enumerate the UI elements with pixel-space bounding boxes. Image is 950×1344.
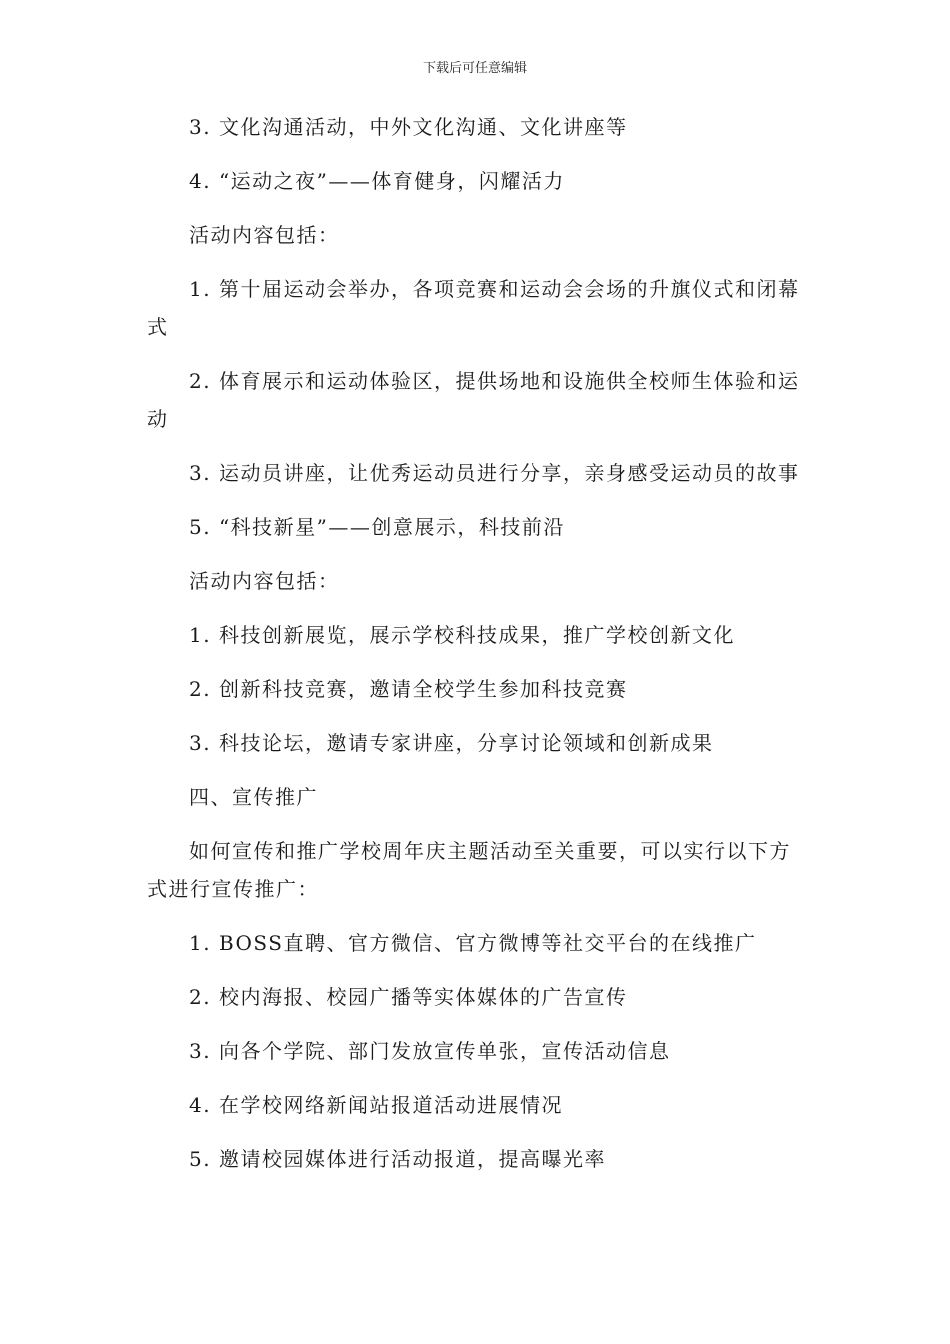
paragraph: 2. 创新科技竞赛，邀请全校学生参加科技竞赛 xyxy=(189,677,628,701)
paragraph: 3. 文化沟通活动，中外文化沟通、文化讲座等 xyxy=(189,115,628,139)
paragraph: 1. 第十届运动会举办，各项竞赛和运动会会场的升旗仪式和闭幕式 xyxy=(147,277,800,339)
paragraph: 4. 在学校网络新闻站报道活动进展情况 xyxy=(189,1093,563,1117)
paragraph: 3. 向各个学院、部门发放宣传单张，宣传活动信息 xyxy=(189,1039,671,1063)
paragraph: 3. 科技论坛，邀请专家讲座，分享讨论领域和创新成果 xyxy=(189,731,714,755)
section-heading: 四、宣传推广 xyxy=(189,785,318,809)
paragraph: 3. 运动员讲座，让优秀运动员进行分享，亲身感受运动员的故事 xyxy=(189,461,800,485)
paragraph: 5. “科技新星”——创意展示，科技前沿 xyxy=(189,515,565,539)
paragraph: 2. 体育展示和运动体验区，提供场地和设施供全校师生体验和运动 xyxy=(147,369,800,431)
paragraph: 1. BOSS直聘、官方微信、官方微博等社交平台的在线推广 xyxy=(189,931,757,955)
paragraph: 4. “运动之夜”——体育健身，闪耀活力 xyxy=(189,169,565,193)
paragraph: 活动内容包括： xyxy=(189,569,340,593)
paragraph: 1. 科技创新展览，展示学校科技成果，推广学校创新文化 xyxy=(189,623,735,647)
header-note: 下载后可任意编辑 xyxy=(422,61,527,76)
paragraph: 如何宣传和推广学校周年庆主题活动至关重要，可以实行以下方式进行宣传推广： xyxy=(147,839,791,901)
paragraph: 活动内容包括： xyxy=(189,223,340,247)
paragraph: 5. 邀请校园媒体进行活动报道，提高曝光率 xyxy=(189,1147,606,1171)
document-body xyxy=(147,108,807,1178)
paragraph: 2. 校内海报、校园广播等实体媒体的广告宣传 xyxy=(189,985,628,1009)
